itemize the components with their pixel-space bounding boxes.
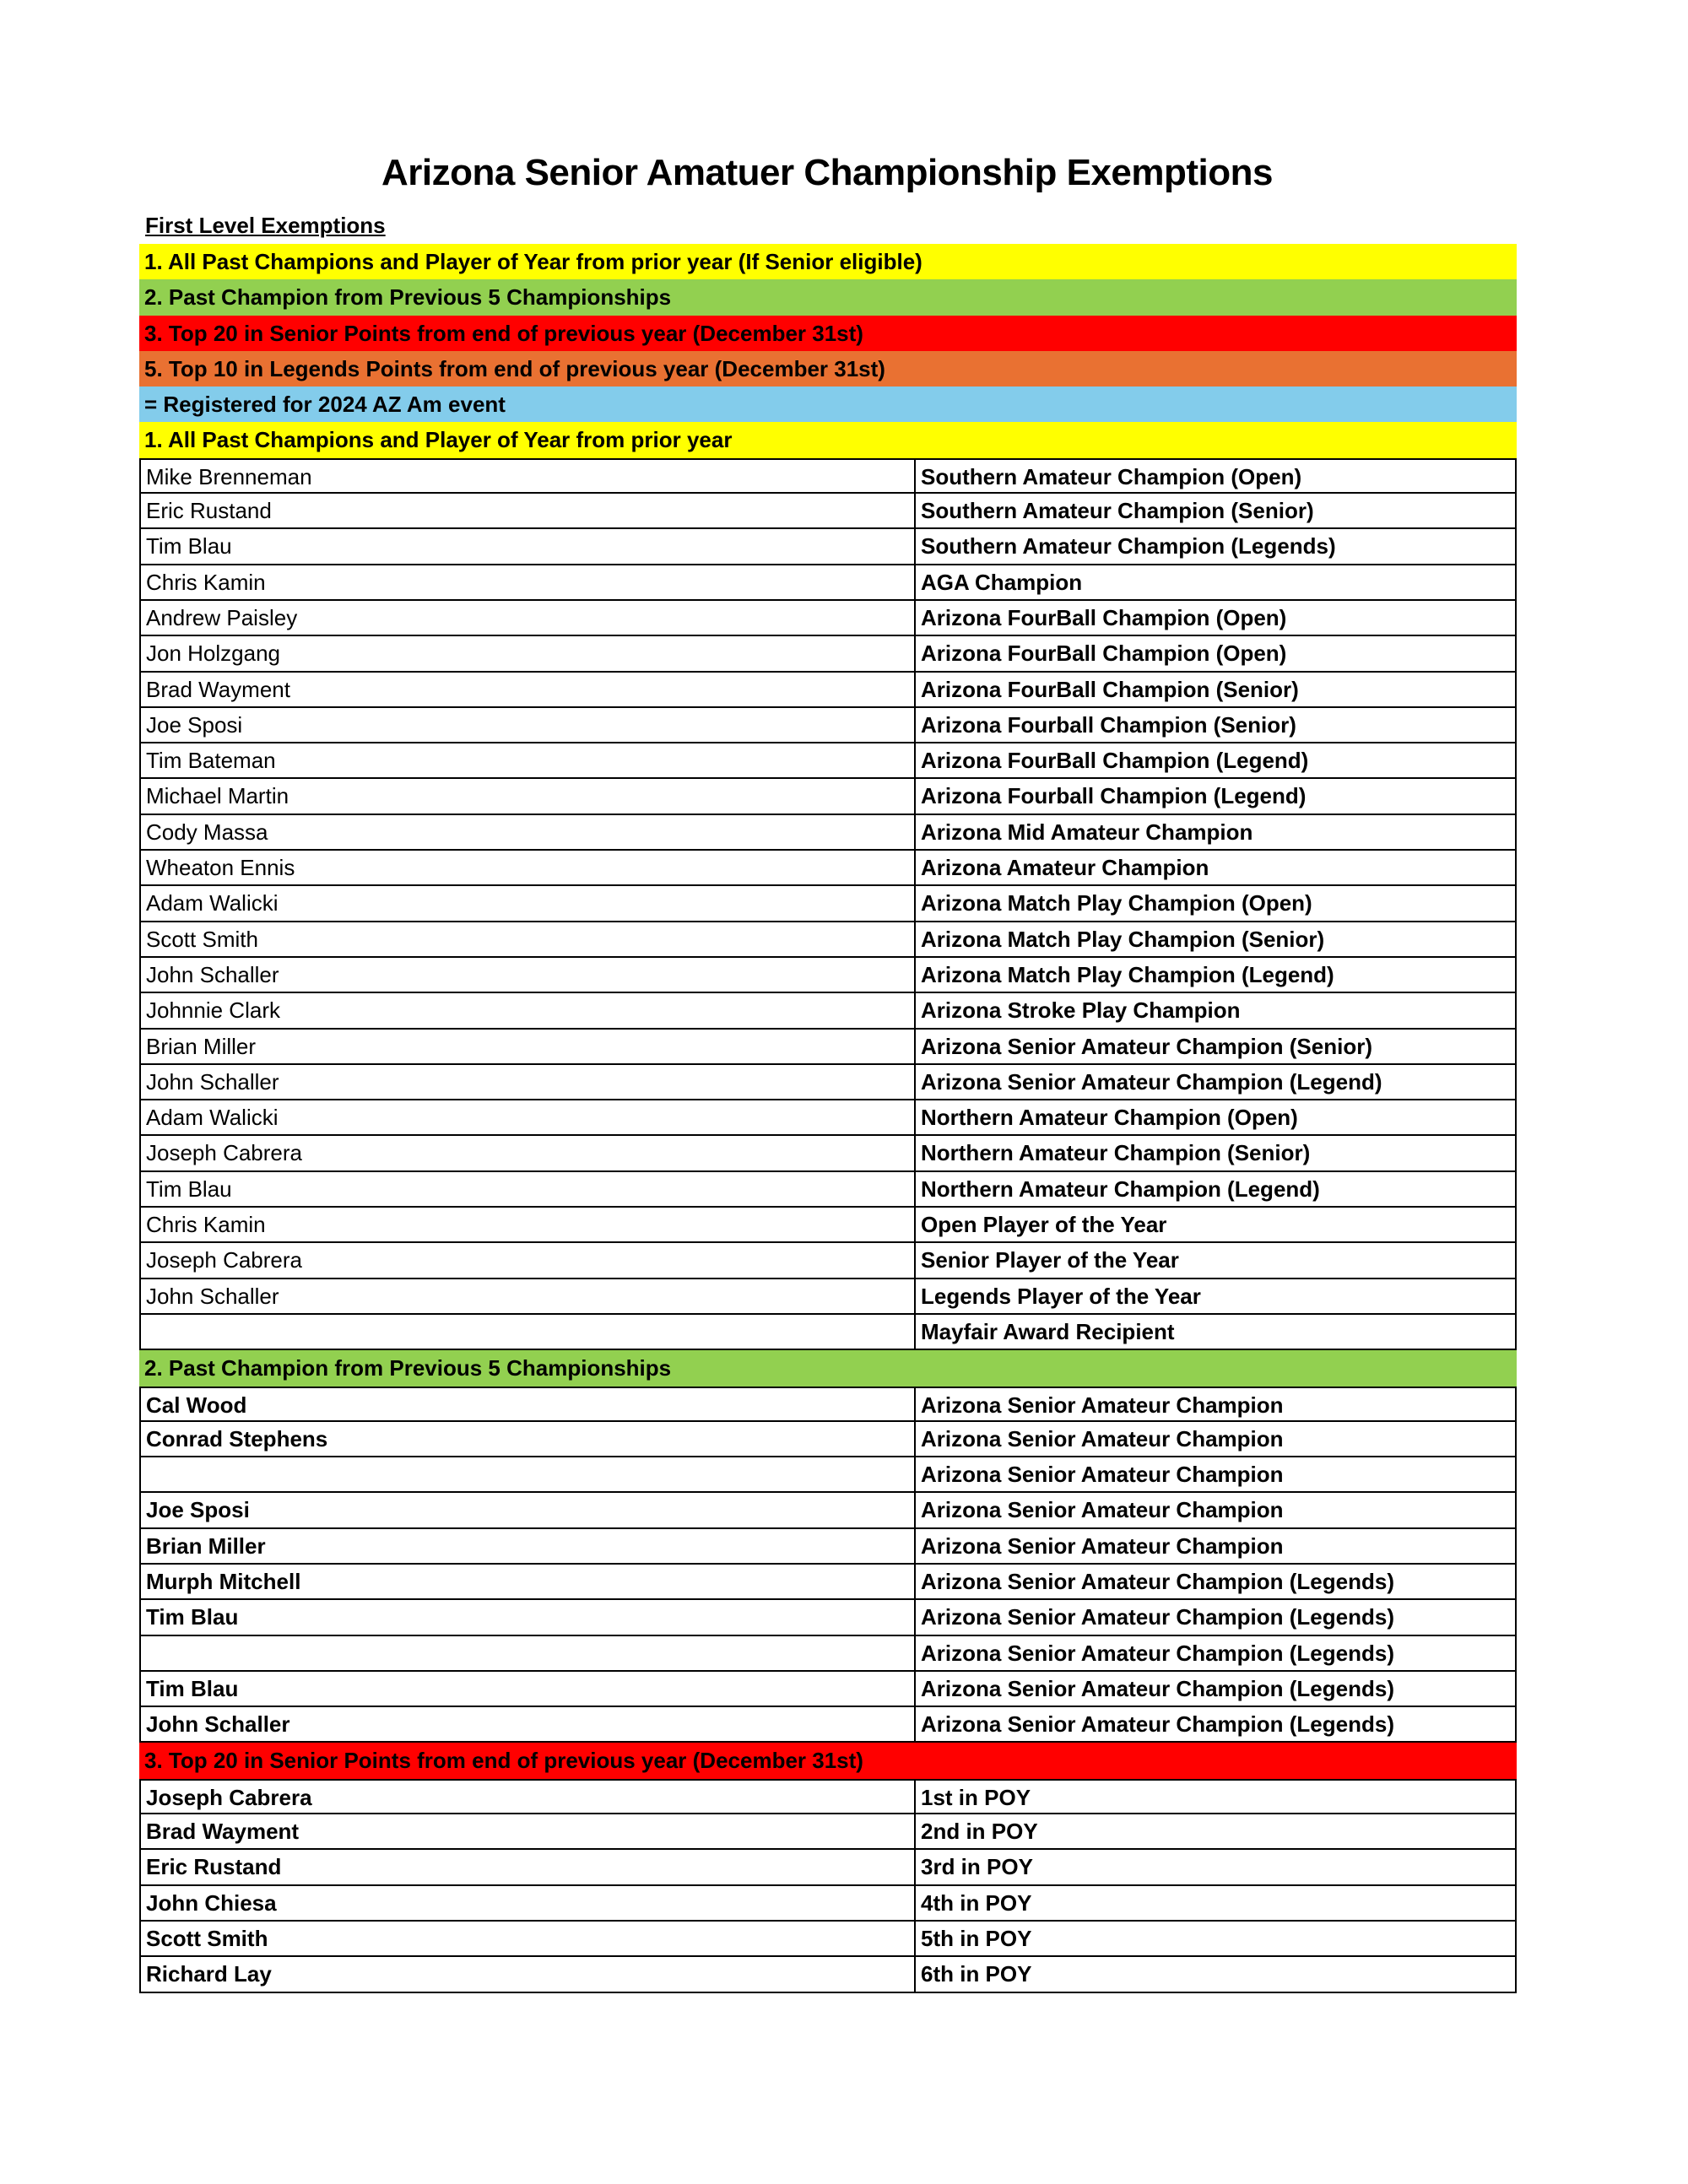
player-name-cell: Chris Kamin [141,565,916,599]
exemption-cell: Arizona FourBall Champion (Open) [921,641,1287,667]
player-name-cell: Scott Smith [141,1922,916,1955]
exemption-cell: Arizona Senior Amateur Champion (Legend) [921,1068,1382,1095]
exemption-cell: Arizona Match Play Champion (Legend) [921,961,1334,987]
table-row [139,1422,1517,1457]
player-name-cell: Jon Holzgang [141,636,916,670]
exemption-cell: Arizona Senior Amateur Champion [921,1392,1284,1418]
table-row [139,1636,1517,1672]
exemption-cell: 3rd in POY [921,1854,1033,1880]
table-row [139,1672,1517,1707]
player-name-cell: Chris Kamin [141,1208,916,1241]
player-name-cell: John Schaller [141,1707,916,1741]
table-row [139,1136,1517,1171]
exemption-cell: Arizona Fourball Champion (Senior) [921,711,1296,738]
page-title: Arizona Senior Amatuer Championship Exemptions [381,152,1273,193]
player-name-cell: Tim Blau [141,529,916,563]
exemption-cell: Arizona Match Play Champion (Senior) [921,926,1325,952]
player-name-cell: Conrad Stephens [141,1422,916,1456]
exemption-cell: Arizona Amateur Champion [921,855,1209,881]
table-row [139,851,1517,886]
player-name-cell: Adam Walicki [141,1100,916,1134]
player-name-cell: John Schaller [141,1279,916,1313]
exemption-cell: Arizona FourBall Champion (Open) [921,604,1287,630]
player-name-cell: Murph Mitchell [141,1565,916,1598]
table-row [139,673,1517,708]
player-name-cell: Brad Wayment [141,673,916,706]
player-name-cell: Michael Martin [141,779,916,813]
exemption-cell: Arizona Senior Amateur Champion (Legends) [921,1568,1394,1594]
table-row [139,1030,1517,1065]
table-row [139,1100,1517,1136]
exemption-cell: Northern Amateur Champion (Open) [921,1105,1298,1131]
exemption-cell: 5th in POY [921,1925,1032,1951]
section-header: 1. All Past Champions and Player of Year from prior year [139,422,1517,457]
exemption-cell: Arizona FourBall Champion (Senior) [921,676,1299,702]
player-name-cell: Richard Lay [141,1957,916,1991]
table-row [139,1172,1517,1208]
exemption-cell: Arizona Senior Amateur Champion (Senior) [921,1033,1372,1059]
exemption-cell: 2nd in POY [921,1819,1038,1845]
table-row [139,1208,1517,1243]
player-name-cell: Tim Blau [141,1672,916,1706]
player-name-cell: Joe Sposi [141,1493,916,1527]
exemption-cell: Arizona Senior Amateur Champion [921,1497,1284,1523]
table-row [139,601,1517,636]
player-name-cell [141,1315,916,1349]
table-row [139,1957,1517,1992]
player-name-cell: Joseph Cabrera [141,1243,916,1277]
table-row [139,779,1517,814]
table-row [139,922,1517,958]
section-subtitle: First Level Exemptions [145,213,386,238]
legend-band: 5. Top 10 in Legends Points from end of previous year (December 31st) [139,351,1517,387]
player-name-cell: Joseph Cabrera [141,1136,916,1170]
exemptions-table [139,244,1517,1993]
player-name-cell: Joe Sposi [141,708,916,742]
section-header: 2. Past Champion from Previous 5 Championships [139,1350,1517,1386]
player-name-cell: Tim Bateman [141,743,916,777]
exemption-cell: Northern Amateur Champion (Senior) [921,1140,1311,1166]
exemption-cell: Senior Player of the Year [921,1247,1179,1273]
exemption-cell: Arizona Fourball Champion (Legend) [921,783,1307,809]
table-row [139,529,1517,565]
table-row [139,815,1517,851]
player-name-cell [141,1636,916,1670]
legend-band: = Registered for 2024 AZ Am event [139,387,1517,422]
player-name-cell: Eric Rustand [141,494,916,527]
table-row [139,1707,1517,1743]
table-row [139,1886,1517,1922]
exemption-cell: Arizona Senior Amateur Champion [921,1462,1284,1488]
table-row [139,565,1517,601]
table-row [139,458,1517,494]
table-row [139,1565,1517,1600]
exemption-cell: Southern Amateur Champion (Senior) [921,498,1314,524]
exemption-cell: Arizona Senior Amateur Champion (Legends) [921,1711,1394,1738]
exemption-cell: 1st in POY [921,1784,1031,1810]
exemption-cell: Arizona Match Play Champion (Open) [921,890,1312,916]
table-row [139,743,1517,779]
exemption-cell: Mayfair Award Recipient [921,1318,1175,1344]
exemption-cell: Arizona Senior Amateur Champion (Legends) [921,1675,1394,1701]
player-name-cell: Eric Rustand [141,1850,916,1884]
exemption-cell: Arizona Mid Amateur Champion [921,819,1253,845]
exemption-cell: 4th in POY [921,1889,1032,1916]
exemption-cell: Legends Player of the Year [921,1283,1201,1309]
player-name-cell: Joseph Cabrera [141,1781,916,1813]
legend-band: 2. Past Champion from Previous 5 Championships [139,279,1517,315]
player-name-cell [141,1457,916,1491]
table-row [139,1600,1517,1635]
player-name-cell: Cal Wood [141,1388,916,1420]
table-row [139,1387,1517,1422]
player-name-cell: John Schaller [141,1065,916,1099]
table-row [139,958,1517,993]
table-row [139,1922,1517,1957]
table-row [139,1850,1517,1885]
exemption-cell: Arizona FourBall Champion (Legend) [921,748,1309,774]
exemption-cell: Arizona Senior Amateur Champion (Legends) [921,1604,1394,1630]
exemption-cell: Arizona Senior Amateur Champion [921,1425,1284,1451]
exemption-cell: 6th in POY [921,1961,1032,1987]
player-name-cell: Wheaton Ennis [141,851,916,884]
exemption-cell: Northern Amateur Champion (Legend) [921,1176,1320,1202]
exemption-cell: Arizona Senior Amateur Champion (Legends) [921,1640,1394,1666]
exemption-cell: Southern Amateur Champion (Legends) [921,533,1336,560]
player-name-cell: Adam Walicki [141,886,916,920]
table-row [139,494,1517,529]
table-row [139,1065,1517,1100]
player-name-cell: Brad Wayment [141,1814,916,1848]
player-name-cell: Brian Miller [141,1030,916,1063]
table-row [139,1279,1517,1315]
table-row [139,1315,1517,1350]
table-row [139,1243,1517,1279]
player-name-cell: Scott Smith [141,922,916,956]
table-row [139,1493,1517,1528]
table-row [139,1529,1517,1565]
legend-band: 3. Top 20 in Senior Points from end of previous year (December 31st) [139,316,1517,351]
section-header: 3. Top 20 in Senior Points from end of previous year (December 31st) [139,1743,1517,1778]
player-name-cell: Johnnie Clark [141,993,916,1027]
table-row [139,1779,1517,1814]
table-row [139,993,1517,1029]
exemption-cell: Open Player of the Year [921,1212,1167,1238]
exemption-cell: Arizona Stroke Play Champion [921,997,1241,1024]
table-row [139,1814,1517,1850]
player-name-cell: Andrew Paisley [141,601,916,635]
player-name-cell: Mike Brenneman [141,460,916,492]
player-name-cell: Tim Blau [141,1600,916,1634]
table-row [139,1457,1517,1493]
table-row [139,886,1517,922]
table-row [139,708,1517,743]
player-name-cell: Cody Massa [141,815,916,849]
table-row [139,636,1517,672]
exemption-cell: AGA Champion [921,569,1083,595]
player-name-cell: Tim Blau [141,1172,916,1206]
exemption-cell: Arizona Senior Amateur Champion [921,1533,1284,1559]
player-name-cell: Brian Miller [141,1529,916,1563]
exemption-cell: Southern Amateur Champion (Open) [921,463,1302,489]
player-name-cell: John Schaller [141,958,916,992]
legend-band: 1. All Past Champions and Player of Year from prior year (If Senior eligible) [139,244,1517,279]
player-name-cell: John Chiesa [141,1886,916,1920]
